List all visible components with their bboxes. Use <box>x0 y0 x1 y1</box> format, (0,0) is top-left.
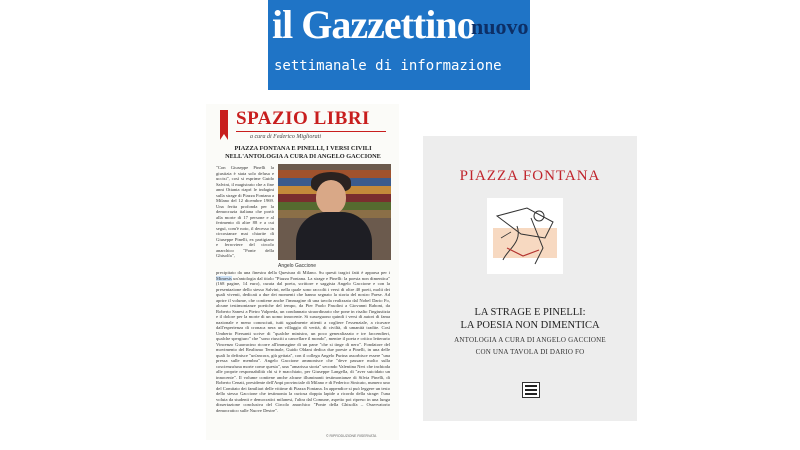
author-photo <box>278 164 391 260</box>
newspaper-page <box>206 104 399 440</box>
book-subtitle-line-1: LA STRAGE E PINELLI: <box>474 307 586 318</box>
book-subtitle <box>423 306 637 332</box>
masthead-subtitle: settimanale di informazione <box>274 58 502 74</box>
bookmark-icon <box>220 110 228 134</box>
masthead <box>268 0 530 90</box>
article-text-cont: un'antologia dal titolo "Piazza Fontana. La strage e Pinelli: la poesia non dimentica" (168 pagine, 14 euro), curata dal poeta, scrittore e saggista Angelo Gaccione e con la presentazione dello stesso Salvini, nella quale sono raccolti i versi di oltre 40 poeti, molti dei quali viventi, dedicati a due dei momenti che hanno segnato la storia del nostro Paese. Ad aprire il volume, che contiene anche l'immagine di una tavola realizzata dal Nobel Dario Fo, alcune testimonianze poetiche del tempo, da Pier Paolo Pasolini a Giovanni Raboni, da Roberto Sanesi a Pietro Valpreda, un condannato straordinario che pone in risalto l'ingiustizia e il dolore per la morte di un uomo innocente. Si susseguono quindi i versi di autori di fama nazionale e meno conosciuti, tutti ugualmente attenti a cogliere l'essenziale, a ricavare dall'esperienza di cronaca nera un villaggio di verità, di civiltà, di umanità tradite. Così Umberto Piersanti scrive di "qualche ministro, un poco generalizzato e tre faccendieri, qualche spergiuro" che "sono riusciti a cancellare il mondo", mentre il poeta e critico letterario Vincenzo Guarracino ricorre all'immagine di un pane "che si tinge di nero". Fondatore del movimento del Realismo Terminale, Guido Oldani dedica due poesie a Pinelli, in una delle quali lo definisce "un'ancora, giù gettata", con il collega Angelo Purina assorbisce essere "una pressa sulle membra". Angelo Gaccione ammonisce che "deve passare molto sulla coscienza/una morte come questa", una "amarissa storia" secondo Valentina Neri che inchioda alle proprie responsabilità chi si è macchiato, per Giuseppe Langella, di "aver suicidato un innocente". Il volume contiene anche alcune illuminanti testimonianze di Silvia Pinelli, di Roberto Cenati, presidente dell'Anpi provinciale di Milano e di Federico Sinicato, numero uno del Comitato dei familiari delle vittime di Piazza Fontana. In appendice si può leggere un testo dello stesso Gaccione che testimonia la curiosa doppia lapide a ricordo della strage: l'una voluta da studenti e democratici milanesi, l'altra dal Comune, aspetto poi ripreso in una lunga dissertazione conclusiva del Circolo anarchico "Ponte della Ghisolfa – Osservatorio democratico sulle Nuove Destre". <box>216 275 390 413</box>
headline-line-2: NELL'ANTOLOGIA A CURA DI ANGELO GACCIONE <box>225 153 381 160</box>
section-subtitle: a cura di Federico Migliorati <box>250 134 321 140</box>
masthead-title-suffix: nuovo <box>471 14 529 39</box>
book-subtitle-line-2: LA POESIA NON DIMENTICA <box>460 320 600 331</box>
illustration-drawing <box>487 198 563 274</box>
book-illustration-credit: CON UNA TAVOLA DI DARIO FO <box>475 348 585 356</box>
section-rule <box>236 131 386 132</box>
book-title: PIAZZA FONTANA <box>459 168 601 184</box>
photo-caption: Angelo Gaccione <box>278 263 317 269</box>
publisher-logo-icon <box>522 382 540 398</box>
article-column-left: "Con Giuseppe Pinelli la giustizia è stata solo delusa e uccisi", così si esprime Guido Salvini, il magistrato che a fine anni Ottanta riaprì le indagini sulla strage di Piazza Fontana a Milano del 12 dicembre 1969. Una ferita profonda per la democrazia italiana che portò alla morte di 17 persone e al ferimento di altre 88 e a cui seguì, com'è noto, il decesso in circostanze mai chiarite di Giuseppe Pinelli, ex partigiano e ferroviere del circolo anarchico "Ponte della Ghisolfa", <box>216 165 274 258</box>
cover-illustration <box>487 198 563 274</box>
section-title: SPAZIO LIBRI <box>236 108 370 129</box>
headline-line-1: PIAZZA FONTANA E PINELLI, I VERSI CIVILI <box>234 145 372 152</box>
article-column-full <box>216 270 390 434</box>
photo-body <box>296 212 372 260</box>
masthead-title: il Gazzettino <box>272 2 476 47</box>
highlighted-publisher: Mimesis <box>216 275 232 281</box>
article-headline <box>216 145 390 161</box>
photo-face <box>316 180 346 214</box>
article-signature: © RIPRODUZIONE RISERVATA <box>326 434 377 438</box>
article-text: precipitato da una finestra della Questura di Milano. Su questi tragici fatti è apparsa per i <box>216 270 390 275</box>
book-editor: ANTOLOGIA A CURA DI ANGELO GACCIONE <box>454 336 606 344</box>
book-cover <box>423 136 637 421</box>
